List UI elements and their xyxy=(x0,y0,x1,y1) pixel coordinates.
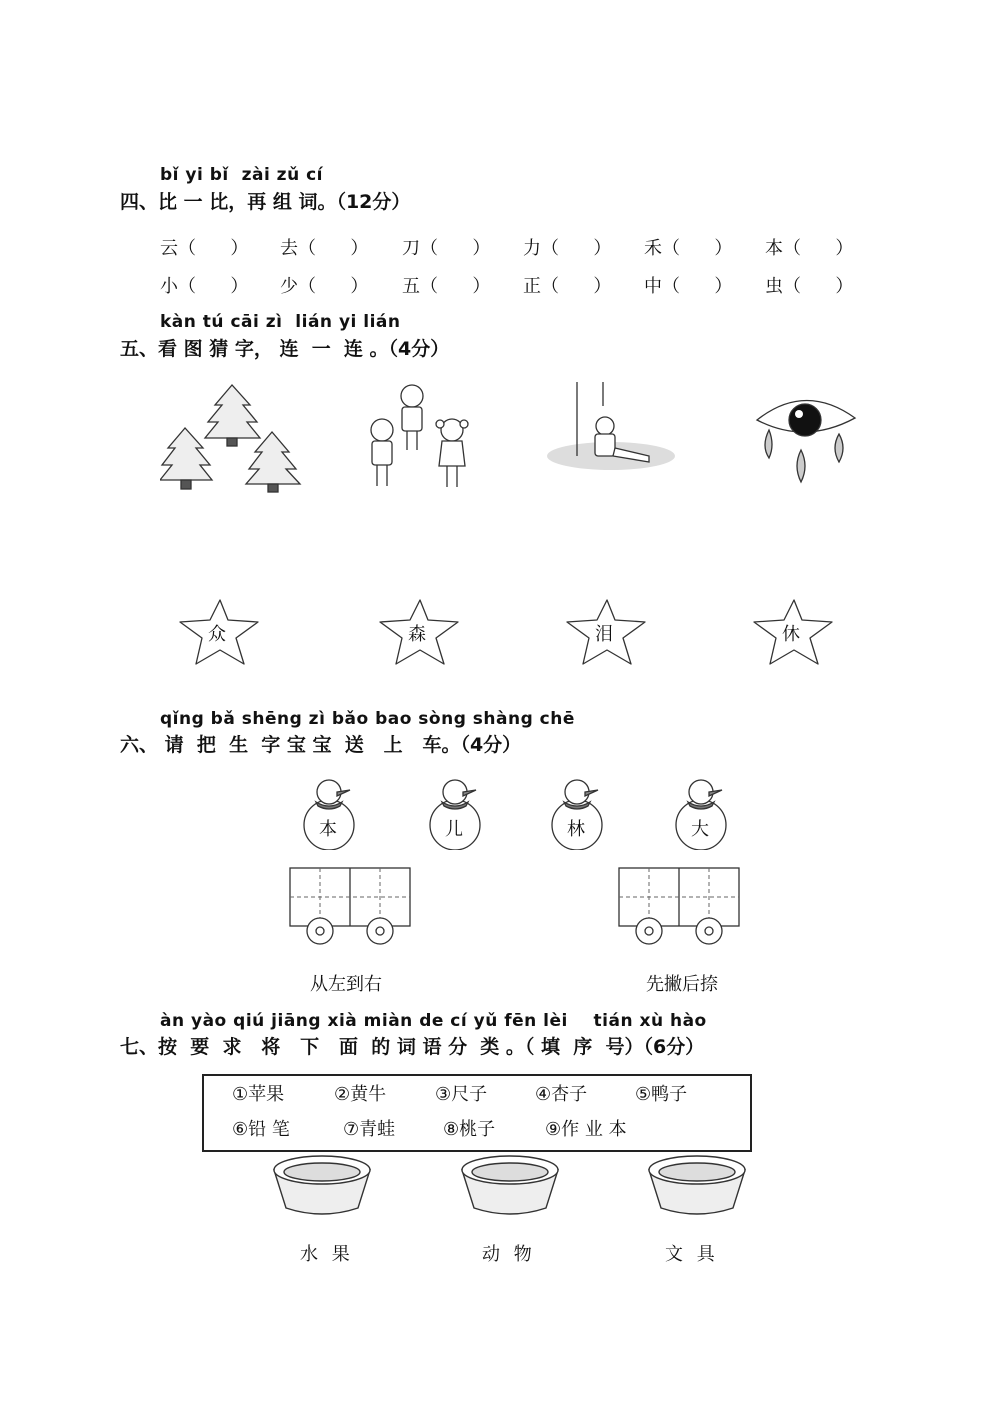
basket-icon[interactable] xyxy=(645,1152,749,1216)
q4-cell[interactable]: 小（ ） xyxy=(160,276,249,297)
snowman-card[interactable] xyxy=(300,778,358,850)
q6-heading: 六、 请 把 生 字 宝 宝 送 上 车。（4分） xyxy=(120,734,522,756)
q4-cell[interactable]: 少（ ） xyxy=(280,276,369,297)
leaf-card[interactable] xyxy=(752,598,834,666)
word-item[interactable]: ⑨作 业 本 xyxy=(545,1119,627,1140)
word-item[interactable]: ⑤鸭子 xyxy=(635,1084,688,1105)
q4-cell[interactable]: 五（ ） xyxy=(402,276,491,297)
word-item[interactable]: ⑥铅 笔 xyxy=(232,1119,290,1140)
word-item[interactable]: ③尺子 xyxy=(435,1084,488,1105)
basket-label: 水 果 xyxy=(300,1244,354,1265)
q4-cell[interactable]: 禾（ ） xyxy=(644,238,733,259)
leaf-char: 众 xyxy=(208,624,226,645)
leaf-char: 森 xyxy=(408,624,426,645)
leaf-card[interactable] xyxy=(565,598,647,666)
basket-icon[interactable] xyxy=(270,1152,374,1216)
snowman-char: 大 xyxy=(691,819,709,840)
word-item[interactable]: ⑧桃子 xyxy=(443,1119,496,1140)
basket-icon[interactable] xyxy=(458,1152,562,1216)
three-children-icon[interactable] xyxy=(365,382,475,494)
snowman-card[interactable] xyxy=(426,778,484,850)
q4-cell[interactable]: 力（ ） xyxy=(523,238,612,259)
cart-right[interactable] xyxy=(617,866,741,946)
cart-left[interactable] xyxy=(288,866,412,946)
cart-caption: 先撇后捺 xyxy=(646,974,718,995)
q5-heading: 五、看 图 猜 字， 连 一 连 。（4分） xyxy=(120,338,450,360)
word-item[interactable]: ①苹果 xyxy=(232,1084,285,1105)
q7-heading: 七、按 要 求 将 下 面 的 词 语 分 类 。（ 填 序 号）（6分） xyxy=(120,1036,705,1058)
q4-cell[interactable]: 正（ ） xyxy=(523,276,612,297)
q4-cell[interactable]: 云（ ） xyxy=(160,238,249,259)
leaf-char: 泪 xyxy=(595,624,613,645)
q4-cell[interactable]: 虫（ ） xyxy=(765,276,854,297)
word-item[interactable]: ⑦青蛙 xyxy=(343,1119,396,1140)
snowman-card[interactable] xyxy=(672,778,730,850)
q6-pinyin: qǐng bǎ shēng zì bǎo bao sòng shàng chē xyxy=(160,709,575,729)
trees-icon[interactable] xyxy=(160,380,305,495)
basket-label: 动 物 xyxy=(482,1244,536,1265)
word-item[interactable]: ④杏子 xyxy=(535,1084,588,1105)
leaf-card[interactable] xyxy=(178,598,260,666)
leaf-card[interactable] xyxy=(378,598,460,666)
q7-pinyin: àn yào qiú jiāng xià miàn de cí yǔ fēn lèi tián xù hào xyxy=(160,1011,707,1031)
leaf-char: 休 xyxy=(782,624,800,645)
crying-eye-icon[interactable] xyxy=(755,390,860,485)
snowman-card[interactable] xyxy=(548,778,606,850)
snowman-char: 林 xyxy=(567,819,585,840)
q4-cell[interactable]: 刀（ ） xyxy=(402,238,491,259)
cart-caption: 从左到右 xyxy=(310,974,382,995)
snowman-char: 本 xyxy=(319,819,337,840)
q4-cell[interactable]: 本（ ） xyxy=(765,238,854,259)
word-item[interactable]: ②黄牛 xyxy=(334,1084,387,1105)
snowman-char: 儿 xyxy=(445,819,463,840)
q4-cell[interactable]: 去（ ） xyxy=(280,238,369,259)
q5-pinyin: kàn tú cāi zì lián yi lián xyxy=(160,312,401,332)
basket-label: 文 具 xyxy=(665,1244,719,1265)
q4-cell[interactable]: 中（ ） xyxy=(644,276,733,297)
q4-pinyin: bǐ yi bǐ zài zǔ cí xyxy=(160,165,324,185)
boy-resting-under-tree-icon[interactable] xyxy=(545,382,677,474)
q4-heading: 四、比 一 比，再 组 词。（12分） xyxy=(120,191,411,213)
